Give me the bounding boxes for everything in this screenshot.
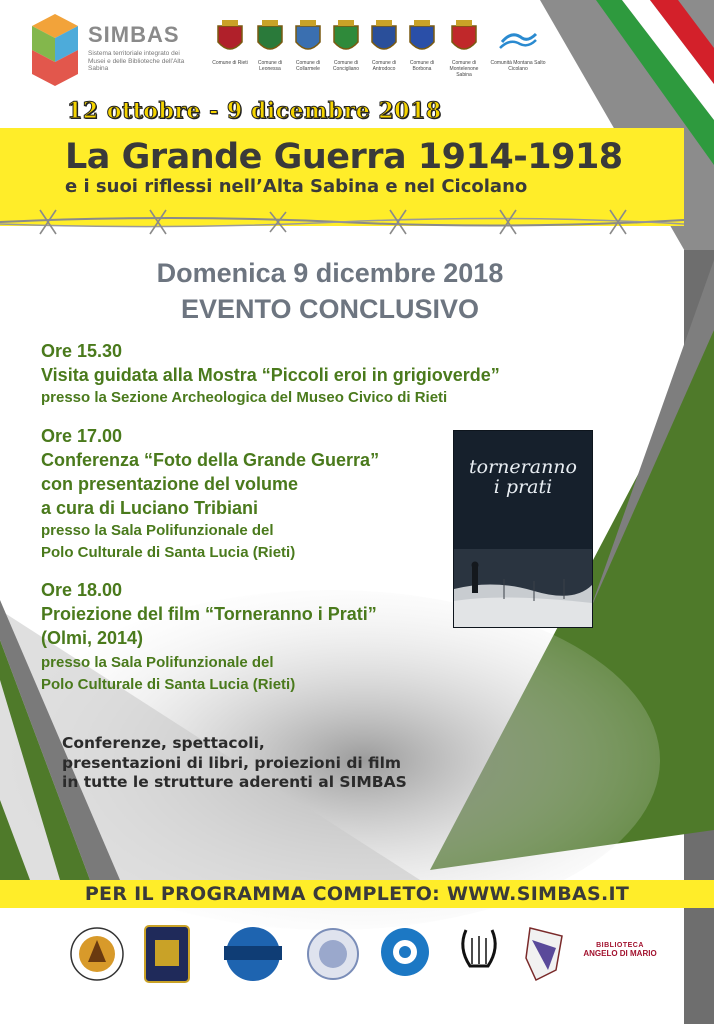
program-line: con presentazione del volume [41, 474, 299, 494]
promo-line: Conferenze, spettacoli, [62, 734, 265, 752]
program-location: presso la Sala Polifunzionale del [41, 654, 274, 671]
crest-icon [450, 20, 478, 56]
crest-icon [294, 20, 322, 56]
library-logo-line: BIBLIOTECA [596, 942, 644, 949]
program-time: Ore 15.30 [41, 341, 123, 361]
crest-concigliano: Comune di Concigliano [326, 20, 366, 72]
crest-antrodoco: Comune di Antrodoco [364, 20, 404, 72]
page-subtitle: e i suoi riflessi nell’Alta Sabina e nel Cicolano [65, 176, 528, 197]
wave-logo-icon [498, 20, 538, 56]
program-location: Polo Culturale di Santa Lucia (Rieti) [41, 676, 296, 693]
crest-icon [408, 20, 436, 56]
program-link[interactable]: PER IL PROGRAMMA COMPLETO: WWW.SIMBAS.IT [84, 883, 630, 905]
crest-rieti: Comune di Rieti [210, 20, 250, 66]
midway-logo-icon [224, 927, 282, 981]
crest-icon [256, 20, 284, 56]
municipality-crests [210, 20, 550, 90]
crest-icon [332, 20, 360, 56]
lyre-logo-icon [463, 930, 495, 966]
program-location: Polo Culturale di Santa Lucia (Rieti) [41, 544, 296, 561]
barbed-wire-icon [0, 200, 684, 240]
exhibition-dates: 12 ottobre - 9 dicembre 2018 [67, 98, 442, 124]
film-poster [453, 430, 593, 628]
crest-montelenone: Comune di Montelenone Sabina [444, 20, 484, 78]
poster-image [454, 549, 592, 627]
program-location: presso la Sala Polifunzionale del [41, 522, 274, 539]
association-logo-icon [71, 928, 123, 980]
logo-subtitle: Sistema territoriale integrato dei Musei e delle Biblioteche dell'Alta Sabina [88, 50, 185, 72]
crest-comunita-montana: Comunità Montana Salto Cicolano [490, 20, 546, 72]
crest-leonessa: Comune di Leonessa [250, 20, 290, 72]
emblem-logo-icon [308, 929, 358, 979]
club-roma-logo-icon [145, 926, 189, 982]
page-title: La Grande Guerra 1914-1918 [65, 137, 623, 177]
event-date: Domenica 9 dicembre 2018 [156, 258, 504, 288]
program-time: Ore 17.00 [41, 426, 123, 446]
promo-line: in tutte le strutture aderenti al SIMBAS [62, 773, 407, 791]
library-logo [575, 942, 665, 958]
program-line: Proiezione del film “Torneranno i Prati” [41, 604, 377, 624]
poster-title: torneranno i prati [469, 456, 577, 498]
simbas-logo-icon [30, 12, 80, 86]
program-line: (Olmi, 2014) [41, 628, 144, 648]
program-line: Conferenza “Foto della Grande Guerra” [41, 450, 380, 470]
program-line: Visita guidata alla Mostra “Piccoli eroi in grigioverde” [41, 365, 500, 385]
crest-collarmele: Comune di Collarmele [288, 20, 328, 72]
promo-line: presentazioni di libri, proiezioni di film [62, 753, 402, 772]
logo-name: SIMBAS [88, 22, 180, 47]
crest-borbona: Comune di Borbona [402, 20, 442, 72]
program-line: a cura di Luciano Tribiani [41, 498, 259, 518]
shield-logo-icon [526, 928, 562, 980]
promo-text [62, 734, 407, 793]
event-kind: EVENTO CONCLUSIVO [180, 294, 480, 324]
library-logo-line: ANGELO DI MARIO [583, 949, 657, 958]
sponsor-logos [0, 918, 714, 1008]
crest-icon [370, 20, 398, 56]
program-location: presso la Sezione Archeologica del Museo Civico di Rieti [41, 389, 448, 406]
program-time: Ore 18.00 [41, 580, 123, 600]
crest-icon [216, 20, 244, 56]
circle-blue-logo-icon [381, 928, 429, 976]
